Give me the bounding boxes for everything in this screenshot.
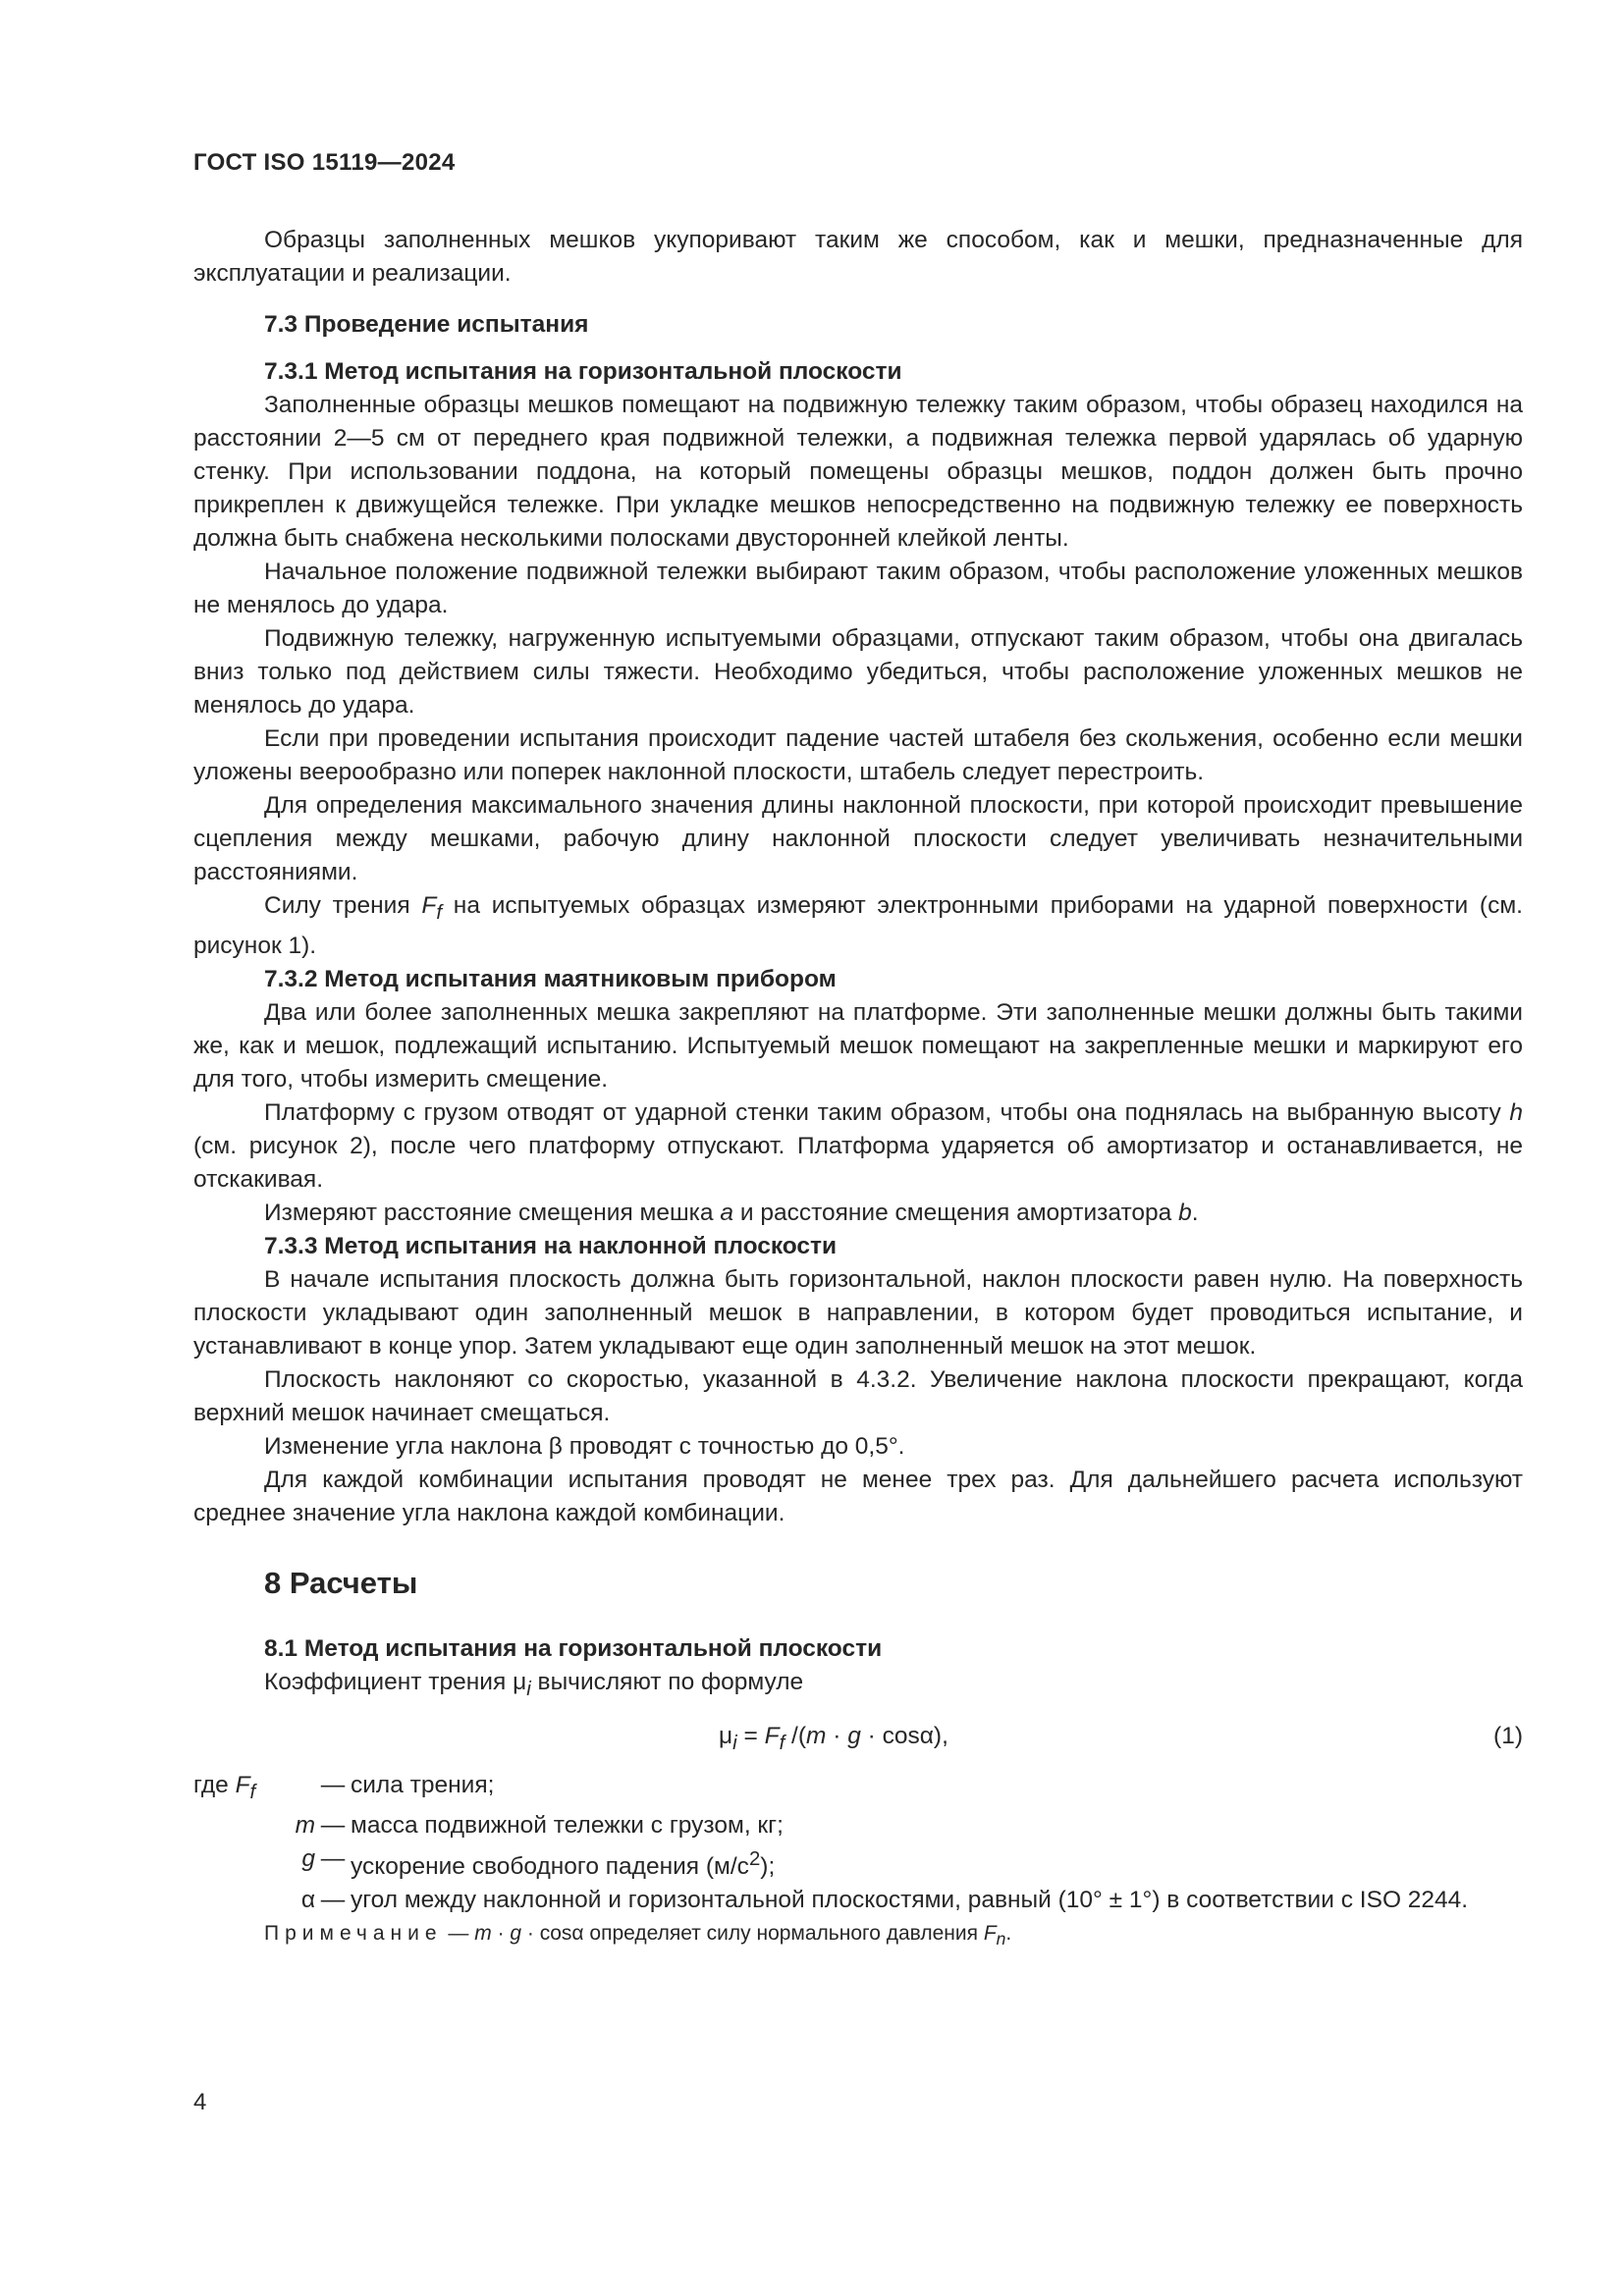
definition-item — [193, 1809, 1523, 1842]
definition-item — [193, 1769, 1523, 1809]
definition-symbol — [193, 1769, 315, 1809]
definition-dash: — — [320, 1811, 346, 1839]
superscript-2: 2 — [748, 1847, 761, 1870]
s81-intro — [193, 1666, 1523, 1706]
formula-sub-f: f — [779, 1732, 785, 1754]
definition-text — [351, 1842, 1523, 1884]
s733-paragraph-4: Для каждой комбинации испытания проводят не менее трех раз. Для дальнейшего расчета используют среднее значение угла наклона каждой комбинации. — [193, 1466, 1523, 1526]
definition-text: масса подвижной тележки с грузом, кг; — [351, 1811, 784, 1839]
s731-paragraph-6 — [193, 889, 1523, 963]
formula-expression — [719, 1720, 948, 1760]
note-end: . — [1005, 1921, 1012, 1945]
formula-text: /( — [785, 1722, 807, 1749]
section-8-1-heading: 8.1 Метод испытания на горизонтальной плоскости — [264, 1634, 883, 1662]
formula-sub-i: i — [732, 1732, 737, 1754]
formula-eq: = — [736, 1722, 765, 1749]
s733-paragraph-1: В начале испытания плоскость должна быть горизонтальной, наклон плоскости равен нулю. На поверхность плоскости укладывают один заполненный мешок в направлении, в котором будет проводиться испытание, и устанавливают в конце упор. Затем укладывают еще один заполненный мешок на этот мешок. — [193, 1265, 1523, 1360]
definition-dash: — — [320, 1844, 346, 1872]
definition-dash: — — [320, 1886, 346, 1913]
symbol-mu: μ — [513, 1668, 527, 1695]
text-run: Силу трения — [264, 892, 422, 919]
s732-paragraph-3 — [193, 1197, 1523, 1230]
s731-paragraph-2: Начальное положение подвижной тележки выбирают таким образом, чтобы расположение уложенных мешков не менялось до удара. — [193, 559, 1523, 618]
text-run: ); — [760, 1852, 776, 1880]
s732-paragraph-1: Два или более заполненных мешка закрепляют на платформе. Эти заполненные мешки должны быть такими же, как и мешок, подлежащий испытанию. Испытуемый мешок помещают на закрепленные мешки и маркируют его для того, чтобы измерить смещение. — [193, 998, 1523, 1093]
symbol-b: b — [1178, 1199, 1192, 1226]
definition-dash: — — [320, 1771, 346, 1798]
definition-symbol — [193, 1842, 315, 1876]
note-sub-n: n — [996, 1929, 1006, 1949]
where-word: где — [193, 1771, 229, 1798]
text-run: (см. рисунок 2), после чего платформу отпускают. Платформа ударяется об амортизатор и останавливается, не отскакивая. — [193, 1132, 1523, 1193]
symbol-h: h — [1509, 1098, 1523, 1126]
text-run: . — [1191, 1199, 1199, 1226]
formula-mu: μ — [719, 1722, 733, 1749]
subscript-i: i — [526, 1678, 531, 1700]
symbol-alpha: α — [300, 1886, 315, 1913]
note-dash: — — [442, 1921, 475, 1945]
symbol-a: a — [720, 1199, 734, 1226]
text-run: Коэффициент трения — [264, 1668, 514, 1695]
text-run: Платформу с грузом отводят от ударной стенки таким образом, чтобы она поднялась на выбранную высоту — [264, 1098, 1510, 1126]
text-run: на испытуемых образцах измеряют электронными приборами на ударной поверхности (см. рисунок 1). — [193, 892, 1523, 959]
s731-paragraph-1: Заполненные образцы мешков помещают на подвижную тележку таким образом, чтобы образец находился на расстоянии 2—5 см от переднего края подвижной тележки, а подвижная тележка первой ударялась об ударную стенку. При использовании поддона, на который помещены образцы мешков, поддон должен быть прочно прикреплен к движущейся тележке. При укладке мешков непосредственно на подвижную тележку ее поверхность должна быть снабжена несколькими полосками двусторонней клейкой ленты. — [193, 392, 1523, 552]
note-dot: · — [491, 1921, 511, 1945]
s733-paragraph-2: Плоскость наклоняют со скоростью, указанной в 4.3.2. Увеличение наклона плоскости прекращают, когда верхний мешок начинает смещаться. — [193, 1365, 1523, 1426]
formula-g: g — [847, 1722, 861, 1749]
formula-m: m — [806, 1722, 827, 1749]
note-g: g — [510, 1921, 522, 1945]
symbol-m: m — [295, 1811, 315, 1839]
section-7-3-1-heading: 7.3.1 Метод испытания на горизонтальной плоскости — [264, 358, 902, 385]
s731-paragraph-4: Если при проведении испытания происходит падение частей штабеля без скольжения, особенно если мешки уложены веерообразно или поперек наклонной плоскости, штабель следует перестроить. — [193, 725, 1523, 785]
symbol-F: F — [421, 892, 437, 919]
definitions-list — [193, 1769, 1523, 1917]
definition-symbol — [193, 1809, 315, 1842]
formula-text: · cosα), — [860, 1722, 948, 1749]
page-number: 4 — [193, 2089, 207, 2115]
section-7-3-3-heading: 7.3.3 Метод испытания на наклонной плоскости — [264, 1232, 838, 1259]
equation-number: (1) — [1493, 1722, 1523, 1749]
note-text: · cosα определяет силу нормального давления — [521, 1921, 984, 1945]
definition-text: угол между наклонной и горизонтальной плоскостями, равный (10° ± 1°) в соответствии с ISO 2244. — [351, 1886, 1469, 1913]
intro-paragraph: Образцы заполненных мешков укупоривают таким же способом, как и мешки, предназначенные для эксплуатации и реализации. — [193, 227, 1523, 287]
formula-F: F — [764, 1722, 780, 1749]
section-8-heading: 8 Расчеты — [264, 1565, 418, 1600]
subscript-f: f — [436, 901, 443, 924]
symbol-F: F — [235, 1771, 250, 1798]
definition-text: сила трения; — [351, 1771, 495, 1798]
note-m: m — [474, 1921, 492, 1945]
note-Fn: F — [983, 1921, 997, 1945]
symbol-g: g — [301, 1844, 315, 1872]
text-run: Измеряют расстояние смещения мешка — [264, 1199, 721, 1226]
s733-paragraph-3: Изменение угла наклона β проводят с точностью до 0,5°. — [264, 1432, 905, 1460]
s731-paragraph-3: Подвижную тележку, нагруженную испытуемыми образцами, отпускают таким образом, чтобы она двигалась вниз только под действием силы тяжести. Необходимо убедиться, чтобы расположение уложенных мешков не менялось до удара. — [193, 625, 1523, 719]
section-7-3-2-heading: 7.3.2 Метод испытания маятниковым прибором — [264, 965, 837, 992]
definition-symbol — [193, 1884, 315, 1917]
subscript-f: f — [249, 1781, 256, 1803]
s732-paragraph-2 — [193, 1096, 1523, 1197]
text-run: вычисляют по формуле — [530, 1668, 804, 1695]
note-label: Примечание — [264, 1921, 443, 1945]
text-run: ускорение свободного падения (м/с — [351, 1852, 749, 1880]
text-run: и расстояние смещения амортизатора — [733, 1199, 1179, 1226]
document-body — [193, 224, 1523, 1955]
note — [193, 1917, 1523, 1955]
definition-item — [193, 1842, 1523, 1884]
section-7-3-heading: 7.3 Проведение испытания — [264, 311, 589, 338]
definition-item — [193, 1884, 1523, 1917]
formula-1 — [193, 1712, 1523, 1763]
formula-dot: · — [826, 1722, 848, 1749]
s731-paragraph-5: Для определения максимального значения длины наклонной плоскости, при которой происходит превышение сцепления между мешками, рабочую длину наклонной плоскости следует увеличивать незначительными расстояниями. — [193, 792, 1523, 885]
document-code-header: ГОСТ ISO 15119—2024 — [193, 149, 456, 176]
